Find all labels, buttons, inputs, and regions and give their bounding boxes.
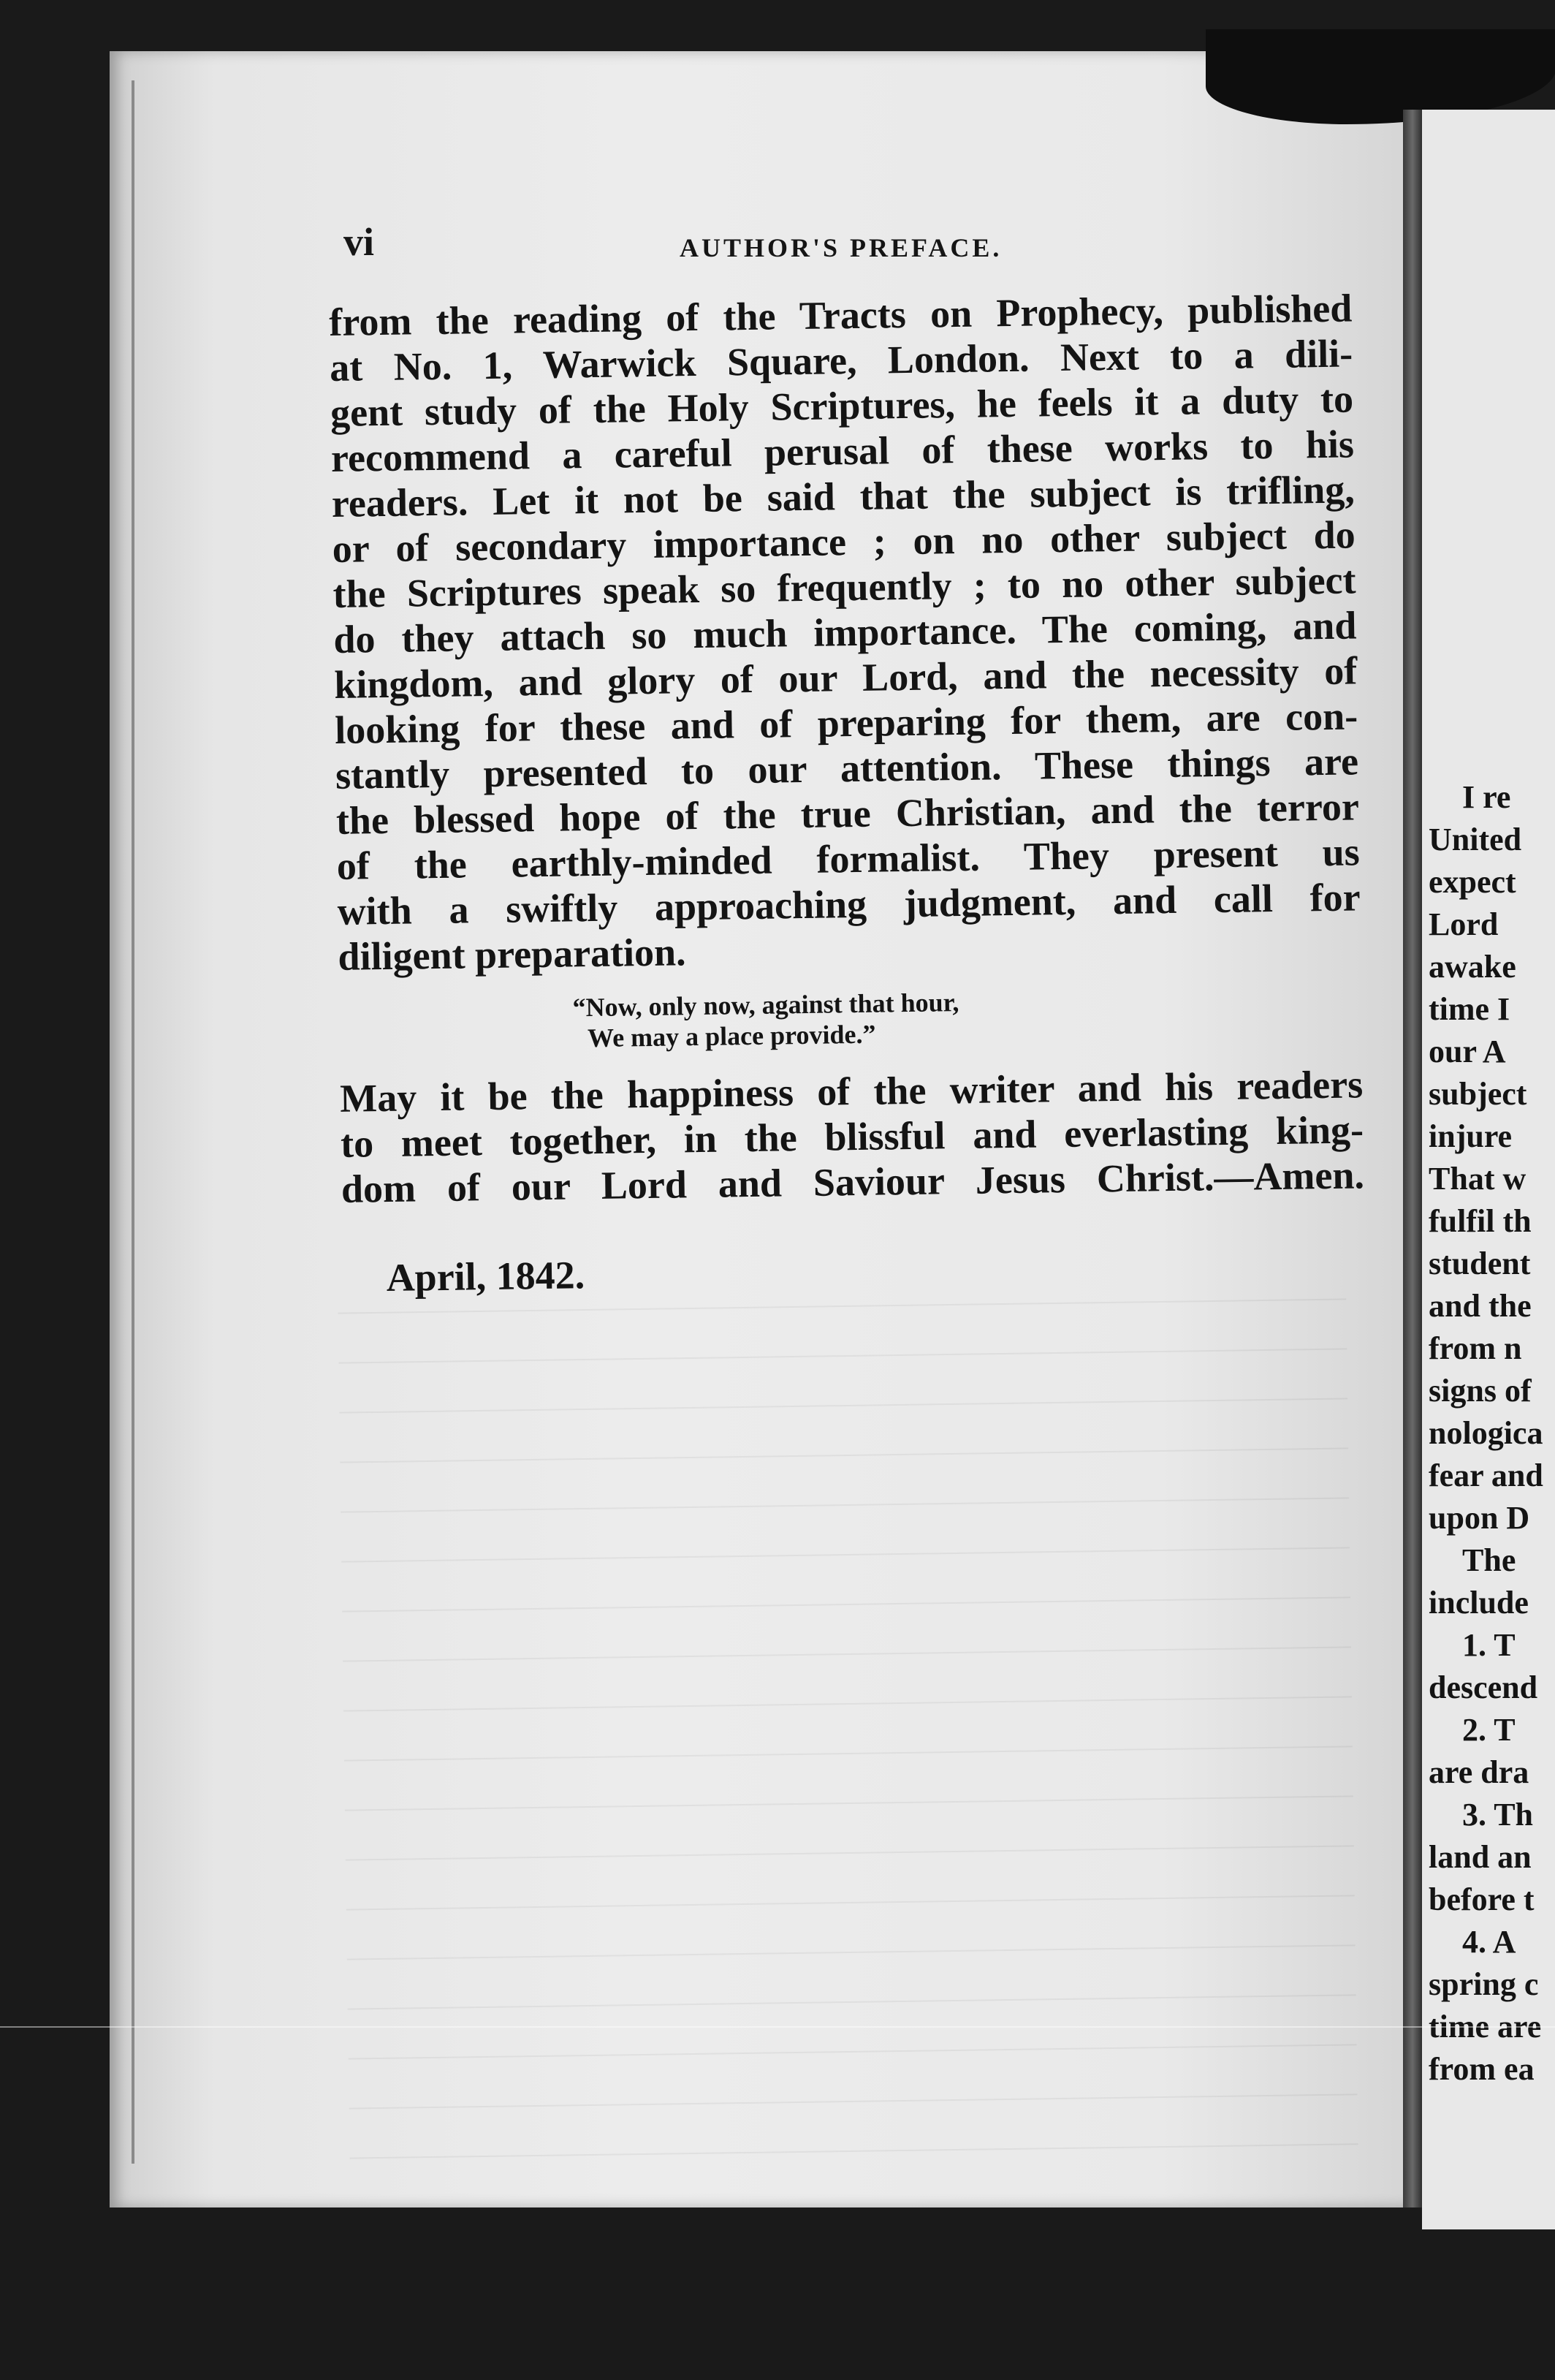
fragment-line: time I	[1429, 991, 1510, 1027]
fragment-line: 2. T	[1462, 1712, 1516, 1748]
fragment-line: 3. Th	[1462, 1797, 1534, 1833]
fragment-line: fear and	[1429, 1458, 1543, 1493]
fragment-line: from n	[1429, 1330, 1522, 1366]
fragment-line: land an	[1429, 1839, 1532, 1875]
running-title: AUTHOR'S PREFACE.	[680, 233, 1003, 262]
show-through	[338, 1250, 1358, 2159]
fragment-line: The	[1462, 1542, 1516, 1578]
text-line: the Scriptures speak so frequently ; to no other subject	[332, 558, 1356, 616]
fragment-line: upon D	[1429, 1500, 1530, 1536]
text-line: May it be the happiness of the writer and his readers	[339, 1062, 1364, 1121]
fragment-line: our A	[1429, 1034, 1506, 1069]
text-line: gent study of the Holy Scriptures, he feels it a duty to	[330, 376, 1354, 435]
fragment-line: from ea	[1429, 2051, 1535, 2087]
fragment-line: are dra	[1429, 1754, 1529, 1790]
fragment-line: fulfil th	[1429, 1203, 1532, 1239]
fragment-line: That w	[1429, 1161, 1527, 1197]
text-line: dom of our Lord and Saviour Jesus Christ.—Amen.	[341, 1153, 1365, 1211]
fragment-line: include	[1429, 1585, 1529, 1621]
fragment-line: expect	[1429, 864, 1516, 900]
text-line: or of secondary importance ; on no other subject do	[332, 512, 1356, 571]
text-line: recommend a careful perusal of these works to his	[330, 422, 1355, 480]
text-line: readers. Let it not be said that the subject is trifling,	[331, 467, 1356, 526]
fragment-line: injure	[1429, 1118, 1513, 1154]
fragment-line: 1. T	[1462, 1627, 1516, 1663]
text-line: do they attach so much importance. The coming, and	[333, 603, 1357, 662]
right-page-text-fragment	[1429, 776, 1555, 2091]
closing-paragraph	[340, 1061, 1364, 1212]
verse-quote	[572, 981, 1362, 1053]
text-line: stantly presented to our attention. These things are	[335, 739, 1359, 797]
fragment-line: subject	[1429, 1076, 1527, 1112]
fragment-line: Lord	[1429, 906, 1499, 942]
text-line: diligent preparation.	[338, 930, 686, 979]
fragment-line: and the	[1429, 1288, 1532, 1324]
text-line: kingdom, and glory of our Lord, and the necessity of	[333, 648, 1358, 707]
text-line: at No. 1, Warwick Square, London. Next to a dili-	[329, 331, 1353, 390]
text-line: the blessed hope of the true Christian, and the terror	[335, 784, 1360, 843]
preface-date: April, 1842.	[386, 1253, 585, 1300]
fragment-line: time are	[1429, 2009, 1542, 2044]
text-line: of the earthly-minded formalist. They present us	[336, 830, 1361, 888]
text-line: to meet together, in the blissful and everlasting king-	[340, 1107, 1364, 1166]
scan-artifact-line	[0, 2026, 1555, 2028]
text-line: from the reading of the Tracts on Prophecy, published	[329, 286, 1353, 344]
fragment-line: 4. A	[1462, 1924, 1516, 1960]
preface-text	[329, 285, 1366, 1300]
text-line: looking for these and of preparing for them, are con-	[334, 694, 1358, 752]
fragment-line: nologica	[1429, 1415, 1543, 1451]
quote-line: We may a place provide.”	[587, 1019, 876, 1053]
fragment-line: awake	[1429, 949, 1516, 985]
fragment-line: United	[1429, 822, 1522, 857]
page-number: vi	[343, 220, 375, 264]
quote-line: “Now, only now, against that hour,	[572, 988, 959, 1023]
fragment-line: descend	[1429, 1670, 1538, 1705]
fragment-line: I re	[1462, 779, 1511, 815]
fragment-line: student	[1429, 1246, 1531, 1281]
fragment-line: signs of	[1429, 1373, 1532, 1409]
book-gutter	[1403, 110, 1422, 2207]
fragment-line: spring c	[1429, 1966, 1539, 2002]
text-line: with a swiftly approaching judgment, and call for	[337, 875, 1361, 933]
fragment-line: before t	[1429, 1881, 1535, 1917]
